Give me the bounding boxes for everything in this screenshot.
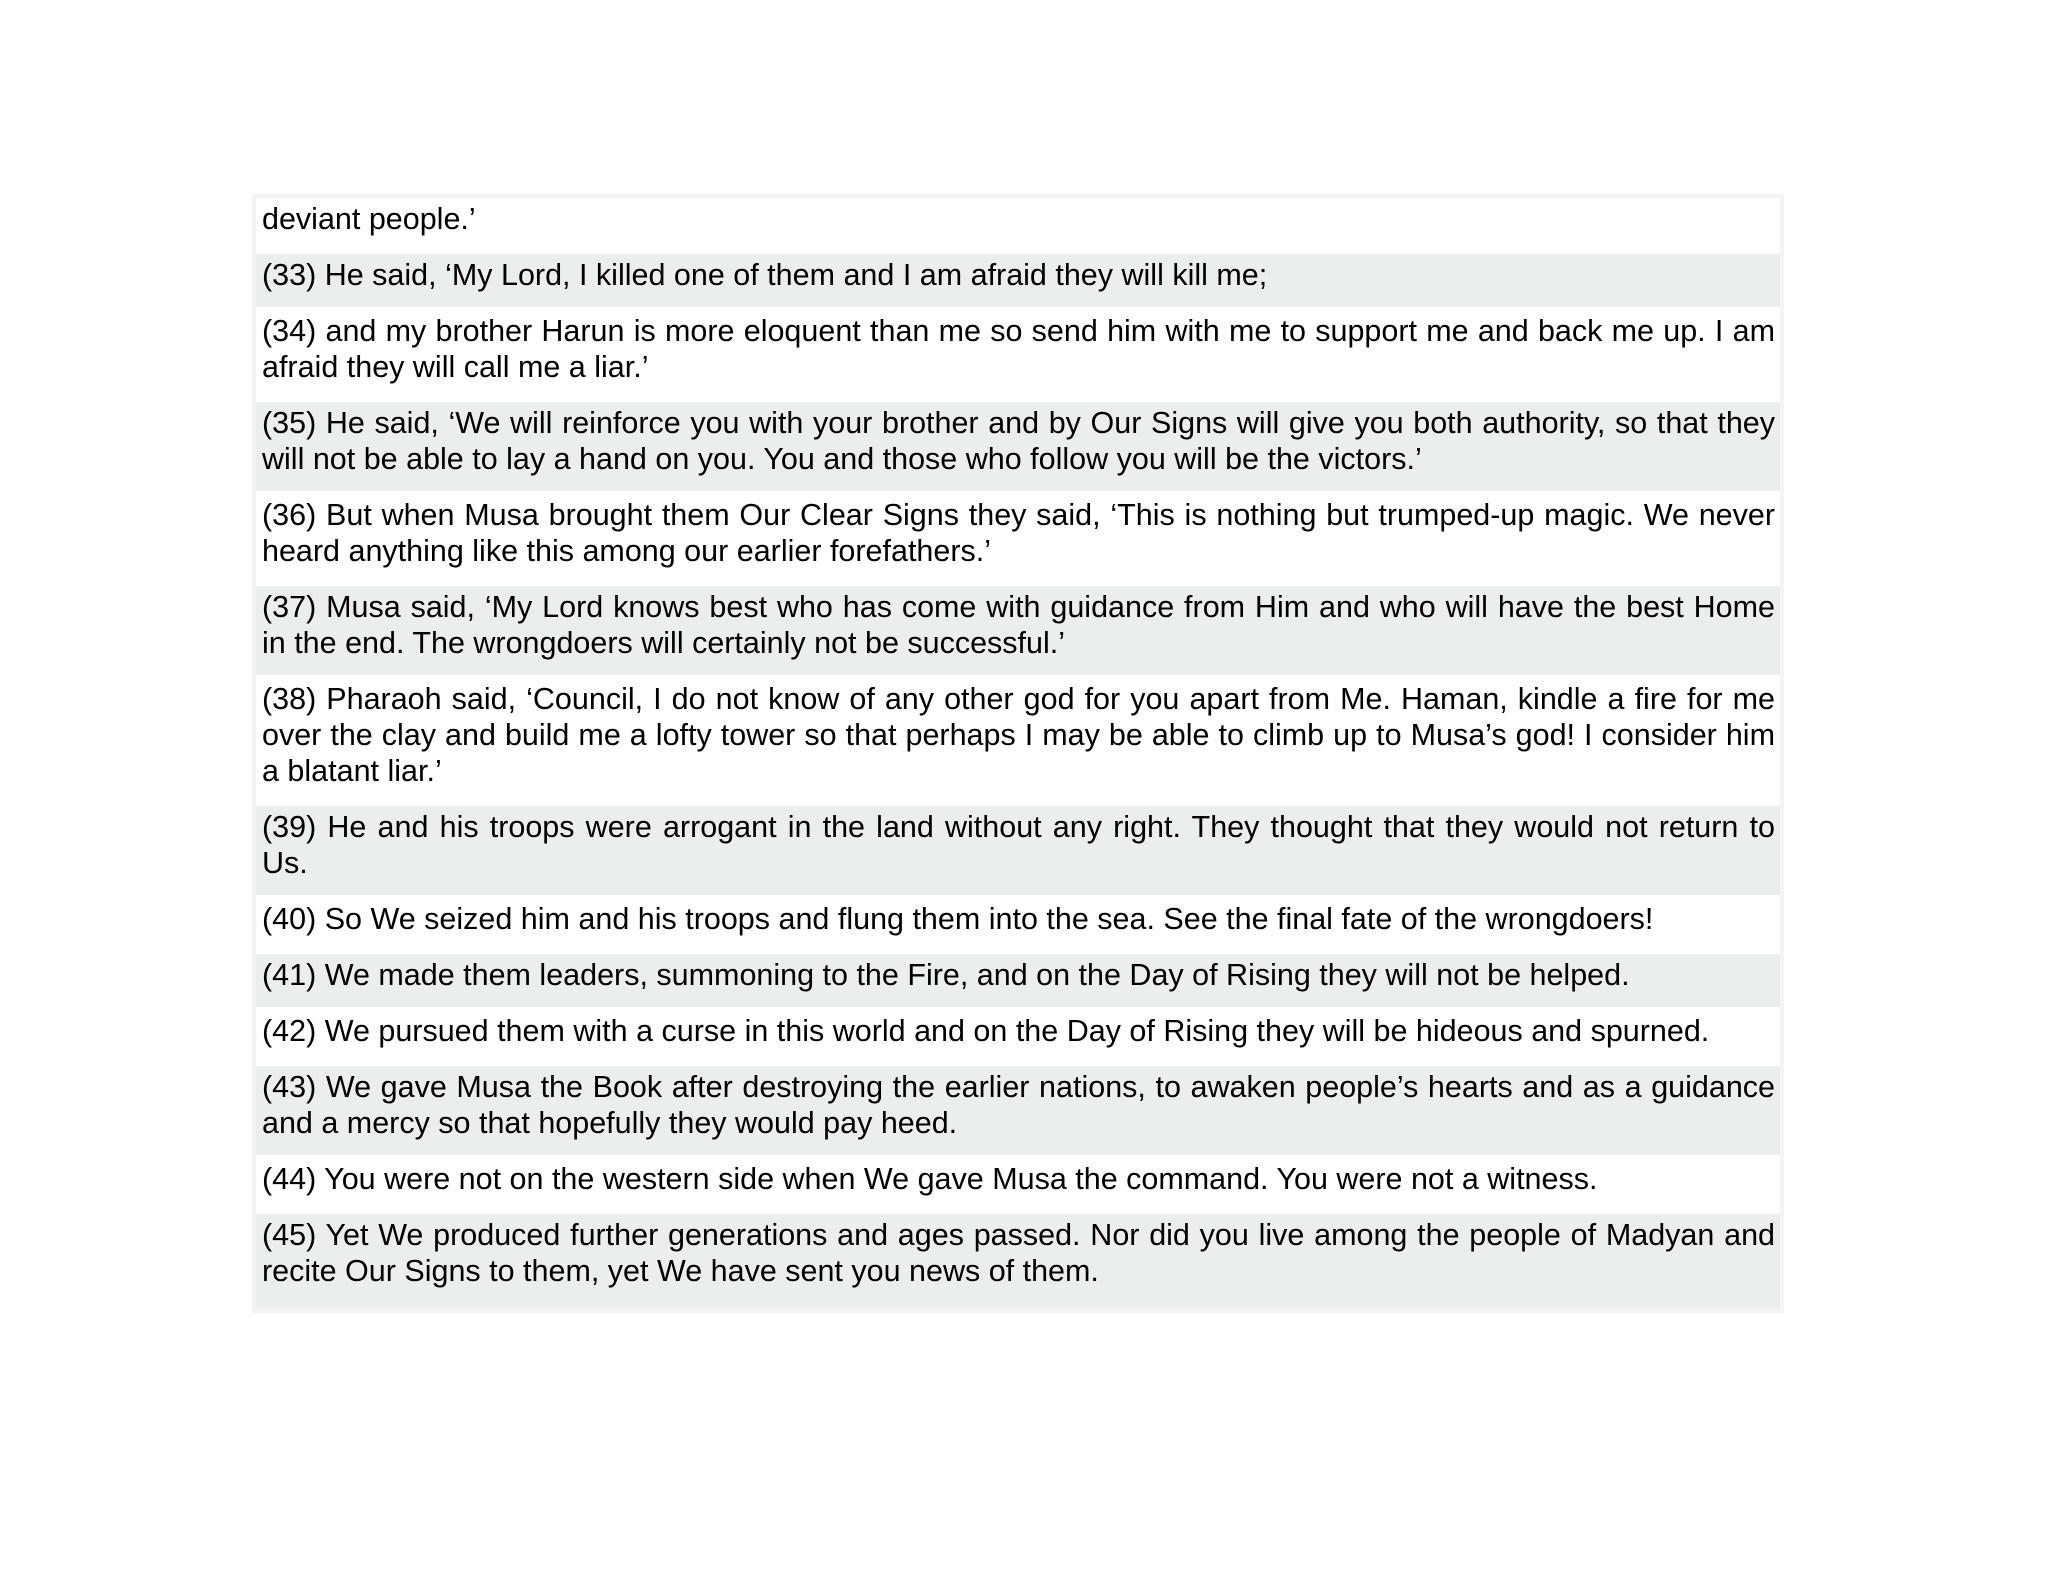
verse-row: (43) We gave Musa the Book after destroying the earlier nations, to awaken people’s hearts and as a guidance and a mercy so that hopefully they would pay heed. [256, 1066, 1780, 1158]
verse-row: (33) He said, ‘My Lord, I killed one of them and I am afraid they will kill me; [256, 254, 1780, 310]
verse-row: (44) You were not on the western side when We gave Musa the command. You were not a witness. [256, 1158, 1780, 1214]
verse-row: (42) We pursued them with a curse in this world and on the Day of Rising they will be hideous and spurned. [256, 1010, 1780, 1066]
verse-row: (37) Musa said, ‘My Lord knows best who has come with guidance from Him and who will have the best Home in the end. The wrongdoers will certainly not be successful.’ [256, 586, 1780, 678]
verse-row: (34) and my brother Harun is more eloquent than me so send him with me to support me and back me up. I am afraid they will call me a liar.’ [256, 310, 1780, 402]
verse-row: (35) He said, ‘We will reinforce you with your brother and by Our Signs will give you both authority, so that they will not be able to lay a hand on you. You and those who follow you will be the victors.’ [256, 402, 1780, 494]
verse-row: (38) Pharaoh said, ‘Council, I do not know of any other god for you apart from Me. Haman, kindle a fire for me over the clay and build me a lofty tower so that perhaps I may be able to climb up to Musa’s god! I consider him a blatant liar.’ [256, 678, 1780, 806]
verse-row: deviant people.’ [256, 198, 1780, 254]
verse-table [252, 194, 1784, 1313]
verse-row: (45) Yet We produced further generations and ages passed. Nor did you live among the people of Madyan and recite Our Signs to them, yet We have sent you news of them. [256, 1214, 1780, 1309]
verse-row: (39) He and his troops were arrogant in the land without any right. They thought that they would not return to Us. [256, 806, 1780, 898]
verse-row: (41) We made them leaders, summoning to the Fire, and on the Day of Rising they will not be helped. [256, 954, 1780, 1010]
verse-row: (36) But when Musa brought them Our Clear Signs they said, ‘This is nothing but trumped-up magic. We never heard anything like this among our earlier forefathers.’ [256, 494, 1780, 586]
verse-row: (40) So We seized him and his troops and flung them into the sea. See the final fate of the wrongdoers! [256, 898, 1780, 954]
